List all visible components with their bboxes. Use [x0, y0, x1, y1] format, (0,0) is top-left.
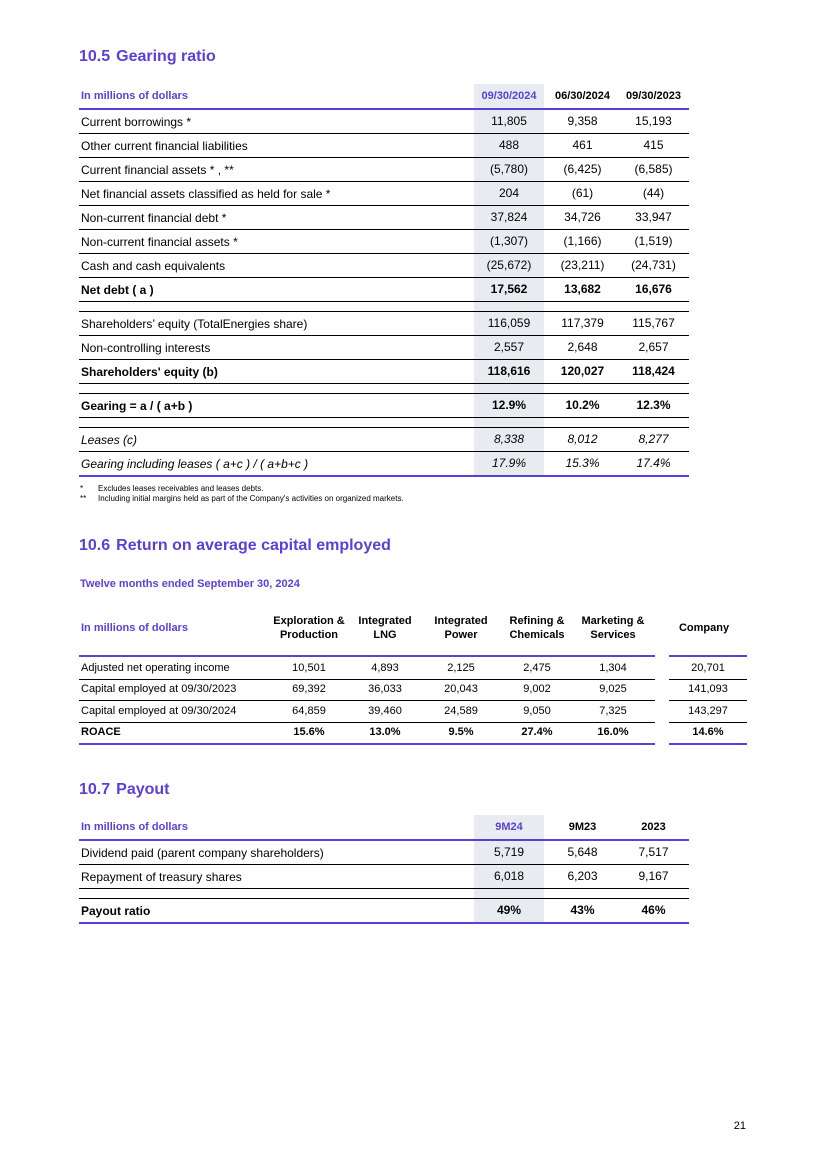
table-row — [79, 678, 747, 700]
cell: (24,731) — [631, 258, 676, 272]
section-title-payout — [79, 781, 169, 799]
table-row — [79, 158, 689, 182]
cell: 115,767 — [632, 316, 675, 330]
cell: 10,501 — [292, 661, 326, 674]
table-row — [79, 110, 689, 134]
cell: 8,277 — [638, 432, 669, 446]
cell: 9,358 — [567, 114, 598, 128]
row-spacer — [79, 302, 689, 312]
cell: 15,193 — [635, 114, 672, 128]
cell: 46% — [641, 903, 666, 917]
cell: 15.6% — [293, 726, 325, 738]
cell: 13.0% — [369, 726, 401, 738]
cell: (1,519) — [634, 234, 673, 248]
table-row-leases — [79, 428, 689, 452]
row-label: ROACE — [81, 726, 121, 738]
cell-company: 14.6% — [669, 721, 747, 745]
section-title-roace — [79, 537, 391, 555]
row-label: Cash and cash equivalents — [81, 258, 226, 273]
roace-table — [79, 606, 747, 744]
cell: (25,672) — [474, 254, 544, 277]
footnotes — [80, 484, 404, 504]
cell: 120,027 — [560, 364, 605, 378]
row-label: Non-current financial debt * — [81, 210, 227, 225]
cell: 36,033 — [368, 682, 402, 695]
section-title-text: Gearing ratio — [116, 48, 216, 65]
column-header: 9M24 — [474, 815, 544, 839]
cell: 33,947 — [635, 210, 672, 224]
cell: (23,211) — [560, 258, 605, 272]
row-label: Gearing including leases ( a+c ) / ( a+b+c ) — [81, 456, 309, 471]
cell: 49% — [474, 899, 544, 922]
column-header: Exploration & Production — [273, 615, 345, 641]
row-label: Non-current financial assets * — [81, 234, 238, 249]
cell-company: 20,701 — [669, 655, 747, 680]
cell: 118,424 — [632, 364, 675, 378]
cell: 2,475 — [523, 661, 551, 674]
table-row — [79, 656, 747, 678]
cell: 34,726 — [564, 210, 601, 224]
cell: (61) — [571, 186, 594, 200]
cell: 39,460 — [368, 704, 402, 717]
cell: 461 — [572, 138, 593, 152]
cell: 6,018 — [474, 865, 544, 888]
cell: 7,325 — [599, 704, 627, 717]
cell: 117,379 — [561, 316, 604, 330]
row-label: Shareholders' equity (b) — [81, 364, 218, 379]
row-label: Dividend paid (parent company shareholders) — [81, 845, 324, 860]
cell: (6,585) — [634, 162, 673, 176]
period-subtitle: Twelve months ended September 30, 2024 — [80, 578, 300, 590]
cell: 27.4% — [521, 726, 553, 738]
column-header: Integrated LNG — [358, 615, 412, 641]
column-header: Integrated Power — [434, 615, 488, 641]
cell: 2,125 — [447, 661, 475, 674]
cell: 9,002 — [523, 682, 551, 695]
table-unit-label: In millions of dollars — [81, 821, 188, 833]
table-unit-label: In millions of dollars — [81, 622, 188, 634]
row-spacer — [79, 384, 689, 394]
table-row-gearing — [79, 394, 689, 418]
footnote-mark: ** — [80, 494, 87, 503]
section-number: 10.5 — [79, 48, 111, 65]
row-label: Payout ratio — [81, 903, 151, 918]
cell: 1,304 — [599, 661, 627, 674]
cell: 17,562 — [474, 278, 544, 301]
cell: 69,392 — [292, 682, 326, 695]
cell: 2,648 — [567, 340, 598, 354]
table-row-payout-ratio — [79, 899, 689, 924]
cell: (1,166) — [563, 234, 602, 248]
cell: 9,167 — [638, 869, 669, 883]
cell: 5,648 — [567, 845, 598, 859]
column-header: 2023 — [641, 821, 666, 833]
row-label: Net debt ( a ) — [81, 282, 154, 297]
footnote-text: Including initial margins held as part of the Company's activities on organized markets. — [98, 494, 404, 503]
cell: 43% — [570, 903, 595, 917]
row-label: Shareholders’ equity (TotalEnergies share) — [81, 316, 308, 331]
row-label: Non-controlling interests — [81, 340, 211, 355]
cell: (5,780) — [474, 158, 544, 181]
row-label: Other current financial liabilities — [81, 138, 248, 153]
row-label: Adjusted net operating income — [81, 661, 230, 674]
row-label: Repayment of treasury shares — [81, 869, 242, 884]
cell: 118,616 — [474, 360, 544, 383]
footnote-mark: * — [80, 484, 84, 493]
table-row — [79, 865, 689, 889]
column-header: Marketing & Services — [581, 615, 645, 641]
cell: 20,043 — [444, 682, 478, 695]
cell: 2,657 — [638, 340, 669, 354]
footnote-text: Excludes leases receivables and leases debts. — [98, 484, 264, 493]
table-row-roace — [79, 722, 747, 744]
cell: 10.2% — [565, 398, 600, 412]
section-title-text: Return on average capital employed — [116, 537, 391, 554]
cell-company: 143,297 — [669, 700, 747, 723]
cell: (1,307) — [474, 230, 544, 253]
footnote — [80, 494, 404, 504]
row-label: Gearing = a / ( a+b ) — [81, 398, 193, 413]
page-number: 21 — [733, 1120, 746, 1132]
table-row — [79, 230, 689, 254]
cell: (6,425) — [563, 162, 602, 176]
row-spacer — [79, 889, 689, 899]
cell: 64,859 — [292, 704, 326, 717]
column-header: Refining & Chemicals — [509, 615, 565, 641]
cell: 488 — [474, 134, 544, 157]
cell: 415 — [643, 138, 664, 152]
table-row-shareholders-equity — [79, 360, 689, 384]
cell: 9.5% — [448, 726, 474, 738]
cell: 2,557 — [474, 336, 544, 359]
cell: 6,203 — [567, 869, 598, 883]
cell: 8,012 — [567, 432, 598, 446]
column-header: 09/30/2024 — [474, 84, 544, 108]
row-label: Current financial assets * , ** — [81, 162, 234, 177]
footnote — [80, 484, 404, 494]
column-header-company: Company — [678, 622, 730, 634]
cell: 16,676 — [635, 282, 672, 296]
cell: 17.9% — [474, 452, 544, 475]
column-header: 06/30/2024 — [554, 90, 611, 102]
cell: 8,338 — [474, 428, 544, 451]
cell-company: 141,093 — [669, 678, 747, 701]
section-number: 10.7 — [79, 781, 111, 798]
table-header — [79, 815, 689, 841]
table-row — [79, 700, 747, 722]
cell: 7,517 — [638, 845, 669, 859]
table-header — [79, 606, 747, 650]
payout-table — [79, 815, 689, 924]
table-row-net-debt — [79, 278, 689, 302]
table-row — [79, 182, 689, 206]
table-row — [79, 134, 689, 158]
table-unit-label: In millions of dollars — [81, 90, 188, 102]
column-header: 9M23 — [568, 821, 597, 833]
column-header: 09/30/2023 — [625, 90, 682, 102]
row-label: Current borrowings * — [81, 114, 192, 129]
row-label: Net financial assets classified as held for sale * — [81, 186, 331, 201]
cell: 12.9% — [474, 394, 544, 417]
section-number: 10.6 — [79, 537, 111, 554]
cell: 16.0% — [597, 726, 629, 738]
cell: (44) — [642, 186, 665, 200]
row-label: Capital employed at 09/30/2023 — [81, 682, 237, 695]
cell: 116,059 — [474, 312, 544, 335]
section-title-text: Payout — [116, 781, 170, 798]
cell: 13,682 — [564, 282, 601, 296]
table-row — [79, 312, 689, 336]
cell: 4,893 — [371, 661, 399, 674]
cell: 204 — [474, 182, 544, 205]
cell: 9,050 — [523, 704, 551, 717]
cell: 11,805 — [474, 110, 544, 133]
table-row — [79, 336, 689, 360]
table-row — [79, 841, 689, 865]
cell: 5,719 — [474, 841, 544, 864]
cell: 37,824 — [474, 206, 544, 229]
row-spacer — [79, 418, 689, 428]
gearing-ratio-table — [79, 84, 689, 477]
row-label: Capital employed at 09/30/2024 — [81, 704, 237, 717]
table-row-gearing-incl-leases — [79, 452, 689, 477]
cell: 9,025 — [599, 682, 627, 695]
section-title-gearing-ratio — [79, 48, 216, 66]
table-header — [79, 84, 689, 110]
table-row — [79, 206, 689, 230]
table-row — [79, 254, 689, 278]
cell: 15.3% — [565, 456, 600, 470]
row-label: Leases (c) — [81, 432, 138, 447]
cell: 12.3% — [636, 398, 671, 412]
cell: 24,589 — [444, 704, 478, 717]
cell: 17.4% — [636, 456, 671, 470]
